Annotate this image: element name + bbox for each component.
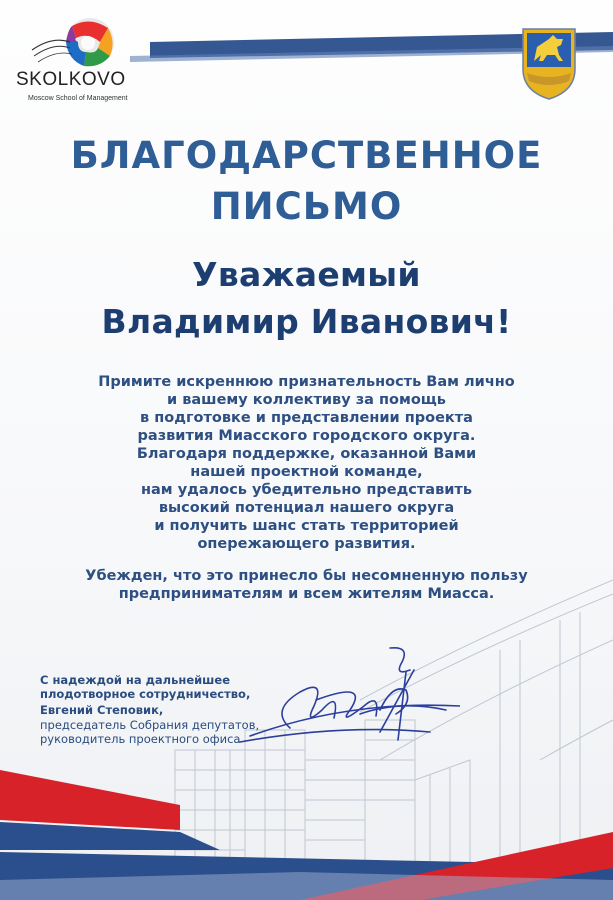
skolkovo-subtitle: Moscow School of Management: [28, 95, 128, 102]
body-line: Благодаря поддержке, оказанной Вами: [136, 446, 477, 462]
salutation-line-2: Владимир Иванович!: [101, 302, 512, 341]
body-line: в подготовке и представлении проекта: [140, 410, 473, 426]
body-line: Убежден, что это принесло бы несомненную пользу: [85, 568, 528, 584]
closing-line: плодотворное сотрудничество,: [40, 687, 251, 701]
body-line: и получить шанс стать территорией: [154, 518, 459, 534]
miass-coat-of-arms-icon: [519, 25, 579, 101]
skolkovo-brand: SKOLKOVO: [16, 69, 126, 90]
closing-line: С надеждой на дальнейшее: [40, 673, 230, 687]
letter-title-line-1: БЛАГОДАРСТВЕННОЕ: [70, 134, 543, 177]
body-line: нам удалось убедительно представить: [140, 482, 472, 498]
handwritten-signature: [230, 640, 460, 760]
signer-position-line: председатель Собрания депутатов,: [40, 718, 260, 732]
signer-position-line: руководитель проектного офиса: [40, 732, 241, 746]
body-line: опережающего развития.: [197, 536, 416, 552]
body-line: высокий потенциал нашего округа: [158, 500, 455, 516]
letter-title-line-2: ПИСЬМО: [210, 185, 403, 228]
body-line: нашей проектной команде,: [190, 464, 423, 480]
body-line: развития Миасского городского округа.: [137, 428, 476, 444]
salutation-line-1: Уважаемый: [192, 255, 421, 294]
body-line: и вашему коллективу за помощь: [167, 392, 446, 408]
signer-name: Евгений Степовик,: [40, 703, 164, 717]
body-line: Примите искреннюю признательность Вам лично: [98, 374, 515, 390]
body-line: предпринимателям и всем жителям Миасса.: [118, 586, 495, 602]
